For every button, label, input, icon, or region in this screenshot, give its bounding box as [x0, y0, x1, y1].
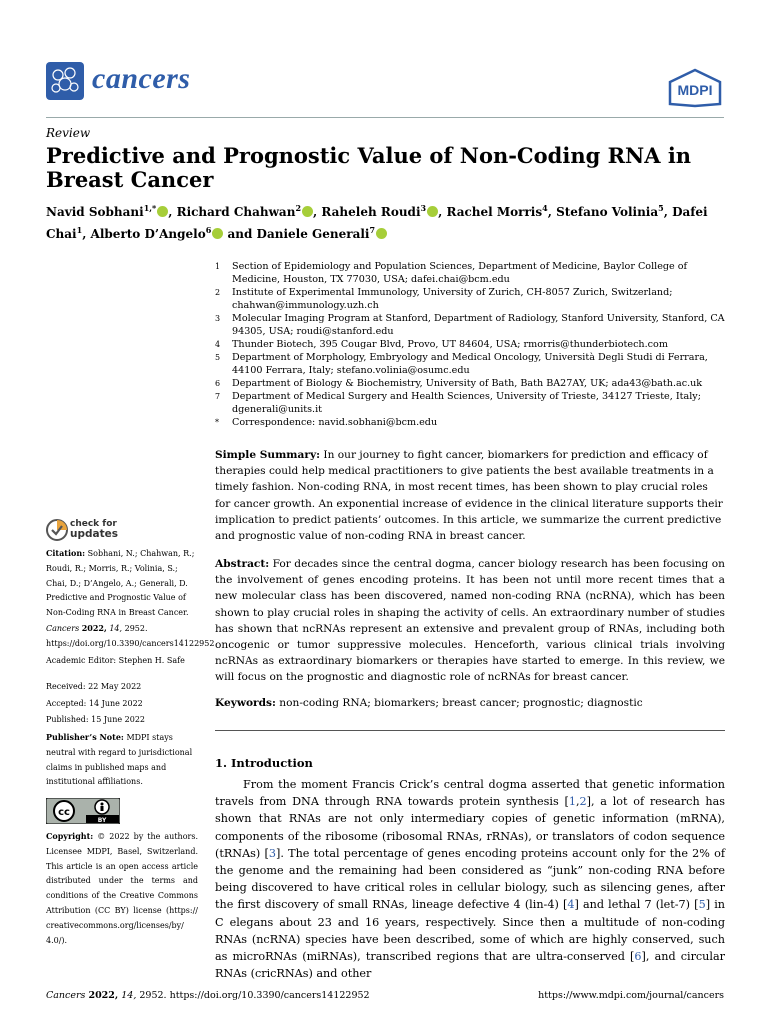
copyright-block — [46, 829, 198, 948]
check-for-updates-line1: check for — [70, 519, 117, 529]
intro-text-6: ], and circular RNAs (cricRNAs) and other — [215, 950, 725, 981]
affiliation-number: 5 — [215, 353, 221, 362]
section-divider — [215, 730, 725, 731]
author-name[interactable]: Daniele Generali — [256, 227, 370, 241]
orcid-icon[interactable] — [157, 206, 168, 217]
citation-block — [46, 546, 215, 652]
affiliation-number: 2 — [215, 288, 221, 297]
citation-volume: 14, — [109, 623, 123, 633]
accepted-date: Accepted: 14 June 2022 — [46, 698, 143, 708]
affiliation-text: Department of Biology & Biochemistry, University of Bath, Bath BA27AY, UK; ada43@bath.ac.uk — [232, 378, 703, 389]
keywords — [215, 697, 725, 709]
journal-name: cancers — [92, 62, 191, 95]
abstract-text: For decades since the central dogma, cancer biology research has been focusing on the involvement of genes encoding proteins. It has been not until more recent times that a new molecular class has been discovered, named non-coding RNA (ncRNA), which has been shown to play crucial roles in shaping the activity of cells. An extraordinary number of studies has shown that ncRNAs represent an extensive and prevalent group of RNAs, including both oncogenic or tumor suppressive molecules. Henceforth, various clinical trials involving ncRNAs as extraordinary biomarkers or therapies have started to emerge. In this review, we will focus on the prognostic and diagnostic role of ncRNAs for breast cancer. — [215, 558, 725, 684]
affiliation-text: Institute of Experimental Immunology, University of Zurich, CH-8057 Zurich, Switzerland; chahwan@immunology.uzh.ch — [232, 287, 673, 311]
citation-link-6[interactable]: 6 — [634, 950, 642, 964]
publishers-note-text: MDPI stays neutral with regard to jurisdictional claims in published maps and institutional affiliations. — [46, 733, 193, 787]
citation-link-4[interactable]: 4 — [567, 898, 575, 912]
affiliation-number: 7 — [215, 392, 221, 401]
author-affiliation-sup: 1 — [76, 225, 83, 235]
author-affiliation-sup: 5 — [658, 203, 664, 213]
check-for-updates-line2: updates — [70, 528, 118, 540]
affiliation-text: Department of Morphology, Embryology and Medical Oncology, Università Degli Studi di Ferrara, 44100 Ferrara, Italy; stefano.volinia@osumc.edu — [232, 352, 708, 376]
affiliation-number: 4 — [215, 340, 221, 349]
simple-summary-label: Simple Summary: — [215, 449, 321, 461]
affiliation-item — [215, 260, 725, 286]
copyright-label: Copyright: — [46, 831, 94, 841]
author-list: Navid Sobhani$^{1,*}$ , Richard Chahwan$^2$ , Raheleh Roudi$^3$ , Rachel Morris$^4$, Stefano Volinia$^5$, Dafei Chai$^1$, Alberto D’Angelo$^6$ and Daniele Generali$^7$ — [46, 203, 708, 241]
journal-logo-icon — [46, 62, 84, 100]
citation-link-5[interactable]: 5 — [698, 898, 706, 912]
svg-text:BY: BY — [97, 817, 107, 824]
abstract — [215, 556, 725, 686]
author-name[interactable]: Richard Chahwan — [176, 205, 296, 219]
citation-text: Sobhani, N.; Chahwan, R.; Roudi, R.; Morris, R.; Volinia, S.; Chai, D.; D’Angelo, A.; Generali, D. Predictive and Prognostic Value of Non-Coding RNA in Breast Cancer. — [46, 549, 195, 618]
affiliation-number: * — [215, 418, 219, 427]
author-name[interactable]: Alberto D’Angelo — [90, 227, 206, 241]
author-affiliation-sup: 4 — [542, 203, 548, 213]
citation-link-1[interactable]: 1 — [568, 795, 576, 809]
author-affiliation-sup: 6 — [205, 225, 212, 235]
affiliation-text: Molecular Imaging Program at Stanford, Department of Radiology, Stanford University, Stanford, CA 94305, USA; roudi@stanford.edu — [232, 313, 725, 337]
orcid-icon[interactable] — [302, 206, 313, 217]
affiliation-text: Correspondence: navid.sobhani@bcm.edu — [232, 417, 438, 428]
author-affiliation-sup: 3 — [420, 203, 427, 213]
intro-text-4: ] and lethal 7 (let-7) [ — [574, 898, 699, 912]
citation-journal: Cancers — [46, 623, 80, 633]
affiliation-item — [215, 390, 725, 416]
orcid-icon[interactable] — [212, 228, 223, 239]
simple-summary-text: In our journey to fight cancer, biomarkers for prediction and efficacy of therapies could help medical practitioners to give patients the best available treatments in a timely fashion. Non-coding RNA, in most recent times, has been shown to play crucial roles for cancer growth. An exponential increase of evidence in the clinical literature supports their implication to predict patients’ outcomes. In this article, we summarize the current predictive and prognostic value of non-coding RNA in breast cancer. — [215, 449, 723, 543]
orcid-icon[interactable] — [376, 228, 387, 239]
received-date: Received: 22 May 2022 — [46, 682, 142, 691]
affiliation-number: 6 — [215, 379, 221, 388]
author-affiliation-sup: 2 — [295, 203, 302, 213]
affiliation-text: Thunder Biotech, 395 Cougar Blvd, Provo, UT 84604, USA; rmorris@thunderbiotech.com — [232, 339, 668, 350]
footer-journal-url[interactable]: https://www.mdpi.com/journal/cancers — [538, 990, 724, 1001]
header-divider — [46, 117, 724, 118]
author-name[interactable]: Stefano Volinia — [556, 205, 659, 219]
citation-label: Citation: — [46, 548, 86, 558]
author-name[interactable]: Raheleh Roudi — [321, 205, 421, 219]
affiliation-item — [215, 338, 725, 351]
citation-link-3[interactable]: 3 — [268, 846, 276, 860]
author-affiliation-sup: 7 — [369, 225, 376, 235]
abstract-label: Abstract: — [215, 558, 270, 570]
affiliation-item — [215, 286, 725, 312]
affiliation-item — [215, 416, 725, 429]
check-for-updates-button[interactable] — [70, 519, 118, 539]
intro-text-2: ], a lot of research has shown that RNAs are not only intermediary copies of genetic information (mRNA), components of the ribosome (ribosomal RNAs, rRNAs), or translators of codon sequence (tRNAs) [ — [215, 795, 725, 860]
copyright-text: © 2022 by the authors. Licensee MDPI, Basel, Switzerland. This article is an open access article distributed under the terms and conditions of the Creative Commons Attribution (CC BY) license (https:// creativecommons.org/licenses/by/ 4.0/). — [46, 832, 198, 945]
affiliations-list — [215, 260, 725, 429]
footer-journal: Cancers — [46, 990, 86, 1001]
mdpi-logo-icon — [666, 68, 724, 108]
orcid-icon[interactable] — [427, 206, 438, 217]
citation-link-2[interactable]: 2 — [579, 795, 587, 809]
check-for-updates-icon[interactable] — [46, 518, 68, 542]
author-name[interactable]: Rachel Morris — [446, 205, 543, 219]
affiliation-item — [215, 351, 725, 377]
footer-citation — [46, 990, 370, 1001]
footer-doi-link[interactable]: 2952. https://doi.org/10.3390/cancers14122952 — [139, 990, 370, 1001]
published-date: Published: 15 June 2022 — [46, 715, 145, 724]
affiliation-item — [215, 312, 725, 338]
affiliation-item — [215, 377, 725, 390]
article-title: Predictive and Prognostic Value of Non-Coding RNA in Breast Cancer — [46, 143, 692, 192]
introduction-paragraph: From the moment Francis Crick’s central dogma asserted that genetic information travels from DNA through RNA towards protein synthesis [1,2], a lot of research has shown that RNAs are not only intermediary copies of genetic information (mRNA), components of the ribosome (ribosomal RNAs, rRNAs), or translators of codon sequence (tRNAs) [3]. The total percentage of genes encoding proteins account only for the 2% of the genome and the remaining had been considered as “junk” non-coding RNA before being discovered to have critical roles in cellular biology, such as silencing genes, after the first discovery of small RNAs, lineage defective 4 (lin-4) [4] and lethal 7 (let-7) [5] in C elegans about 23 and 16 years, respectively. Since then a multitude of non-coding RNAs (ncRNA) species have been described, some of which are highly conserved, such as microRNAs (miRNAs), transcribed regions that are ultra-conserved [6], and circular RNAs (cricRNAs) and other — [215, 778, 725, 981]
cc-by-license-icon[interactable] — [46, 798, 120, 824]
author-name[interactable]: Dafei Chai — [46, 205, 708, 241]
svg-text:cc: cc — [58, 807, 70, 818]
intro-text-5: ] in C elegans about 23 and 16 years, respectively. Since then a multitude of non-coding RNAs (ncRNA) species have been described, some of which are highly conserved, such as microRNAs (miRNAs), transcribed regions that are ultra-conserved [ — [215, 898, 725, 964]
author-affiliation-sup: 1,* — [143, 203, 157, 213]
affiliation-number: 1 — [215, 262, 221, 271]
keywords-text: non-coding RNA; biomarkers; breast cancer; prognostic; diagnostic — [279, 697, 643, 709]
article-type: Review — [46, 126, 91, 140]
publishers-note-label: Publisher’s Note: — [46, 732, 124, 742]
dates-block — [46, 679, 145, 729]
mdpi-logo-text: MDPI — [677, 82, 713, 98]
author-name[interactable]: Navid Sobhani — [46, 205, 144, 219]
academic-editor: Academic Editor: Stephen H. Safe — [46, 656, 185, 665]
citation-doi-link[interactable]: 2952. https://doi.org/10.3390/cancers14122952 — [46, 623, 215, 648]
affiliation-text: Department of Medical Surgery and Health Sciences, University of Trieste, 34127 Trieste, Italy; dgenerali@units.it — [232, 391, 701, 415]
intro-text-1: From the moment Francis Crick’s central dogma asserted that genetic information travels from DNA through RNA towards protein synthesis [ — [215, 778, 725, 809]
footer-volume: 14, — [121, 990, 137, 1001]
affiliation-text: Section of Epidemiology and Population Sciences, Department of Medicine, Baylor College of Medicine, Houston, TX 77030, USA; dafei.chai@bcm.edu — [232, 261, 688, 285]
section-heading: 1. Introduction — [215, 756, 313, 770]
citation-year: 2022, — [81, 622, 107, 633]
intro-text-3: ]. The total percentage of genes encoding proteins account only for the 2% of the genome and the remaining had been considered as “junk” non-coding RNA before being discovered to have critical roles in cellular biology, such as silencing genes, after the first discovery of small RNAs, lineage defective 4 (lin-4) [ — [215, 846, 725, 912]
affiliation-number: 3 — [215, 314, 221, 323]
simple-summary — [215, 447, 725, 544]
footer-year: 2022, — [88, 990, 119, 1001]
publishers-note — [46, 730, 204, 790]
keywords-label: Keywords: — [215, 697, 276, 709]
